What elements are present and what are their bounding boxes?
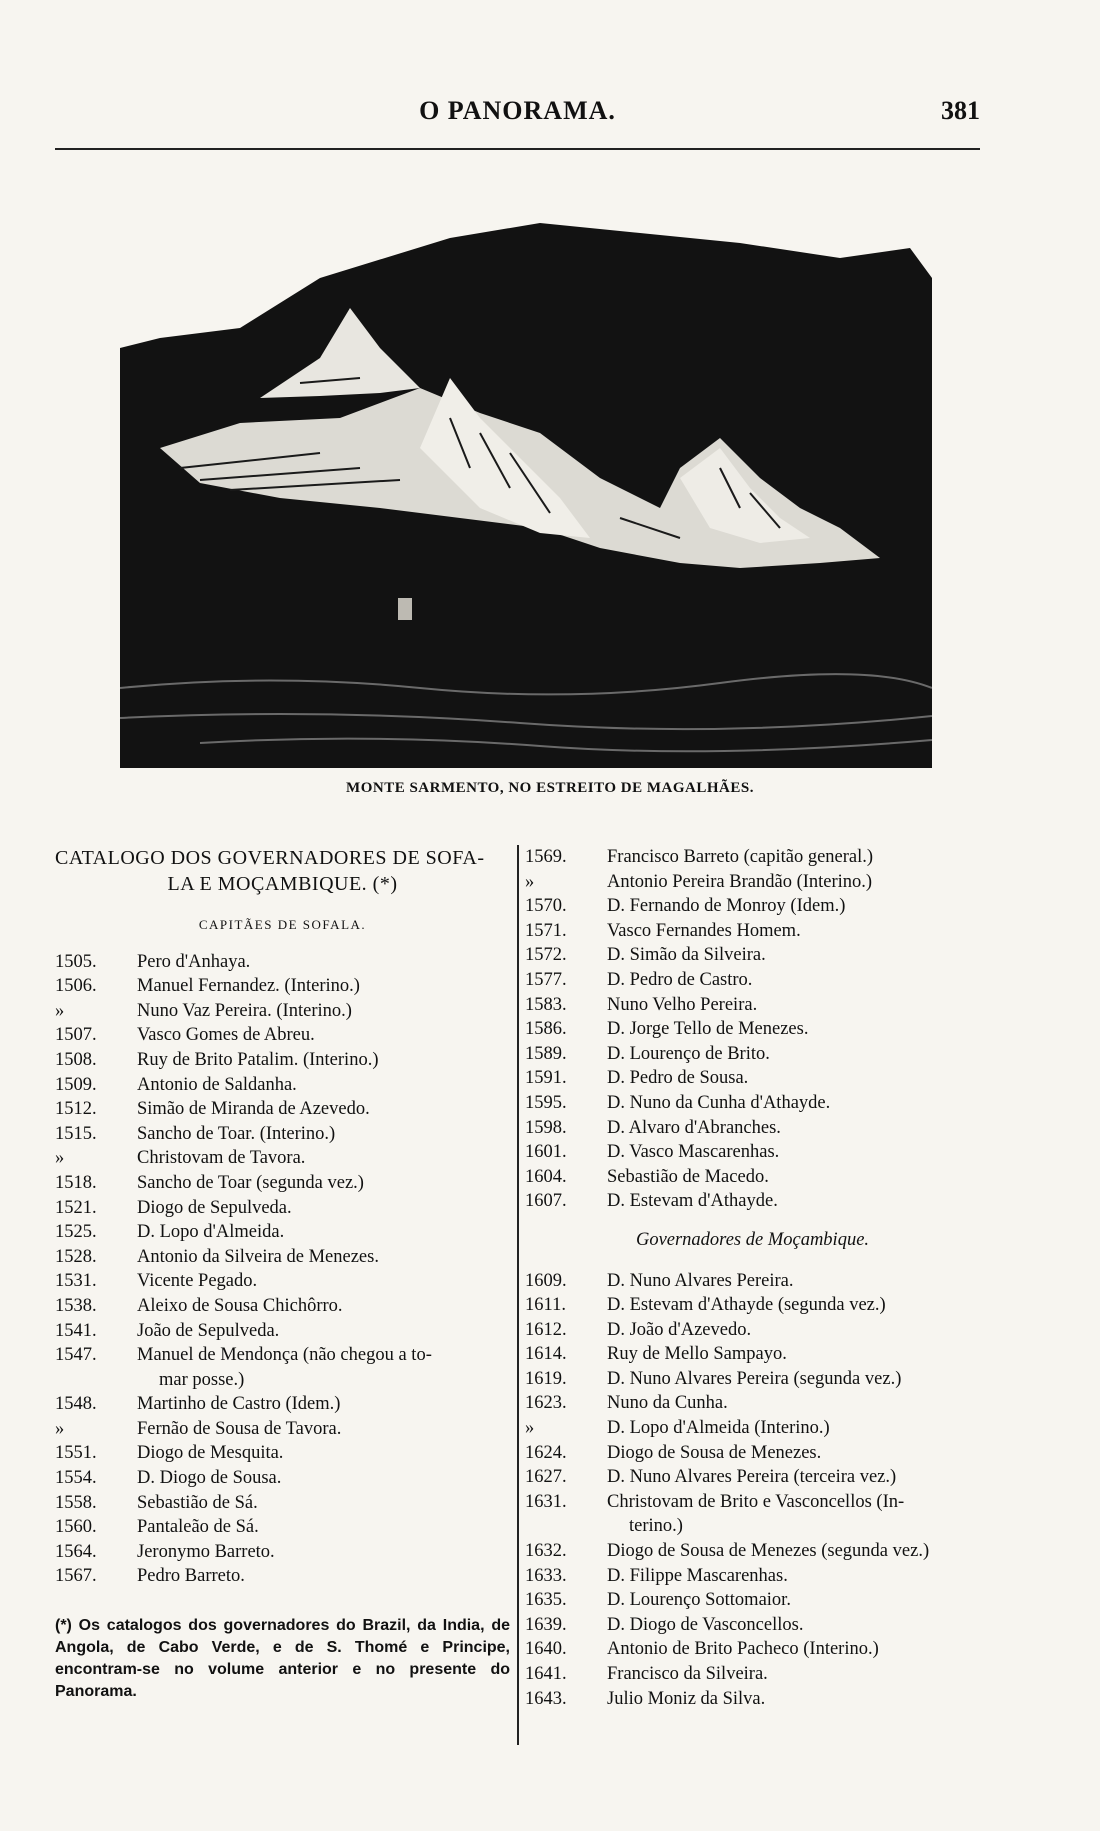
entry-name xyxy=(607,1588,980,1613)
entry-name xyxy=(137,1146,510,1171)
catalog-title-line2: LA E MOÇAMBIQUE. (*) xyxy=(167,873,398,895)
entry-name xyxy=(607,1116,980,1141)
entry-name-text: Manuel de Mendonça (não chegou a to- xyxy=(137,1345,432,1366)
list-item xyxy=(525,1441,980,1466)
entry-name-text: Diogo de Sousa de Menezes. xyxy=(607,1442,822,1463)
list-item xyxy=(55,1466,510,1491)
entry-year: 1558. xyxy=(55,1492,97,1513)
entry-name-text: D. Nuno Alvares Pereira (terceira vez.) xyxy=(607,1467,897,1488)
entry-name-text: Sancho de Toar. (Interino.) xyxy=(137,1123,336,1144)
entry-year: 1598. xyxy=(525,1117,567,1138)
entry-year: 1635. xyxy=(525,1590,567,1611)
entry-name-text: Diogo de Mesquita. xyxy=(137,1443,284,1464)
list-item xyxy=(525,1165,980,1190)
entry-year: 1607. xyxy=(525,1191,567,1212)
entry-year: 1551. xyxy=(55,1443,97,1464)
entry-name xyxy=(137,1294,510,1319)
entry-name xyxy=(137,974,510,999)
entry-year: 1572. xyxy=(525,945,567,966)
list-item xyxy=(55,1491,510,1516)
entry-name xyxy=(137,1466,510,1491)
catalog-title xyxy=(55,845,510,897)
list-item xyxy=(525,1189,980,1214)
entry-name xyxy=(607,1066,980,1091)
entry-name-text: D. Lourenço Sottomaior. xyxy=(607,1590,791,1611)
entry-name-text: D. Fernando de Monroy (Idem.) xyxy=(607,896,846,917)
list-item xyxy=(525,1687,980,1712)
entry-name xyxy=(607,870,980,895)
entry-year: 1525. xyxy=(55,1222,97,1243)
entry-year: 1623. xyxy=(525,1393,567,1414)
list-item xyxy=(55,1294,510,1319)
entry-name-text: Christovam de Tavora. xyxy=(137,1148,306,1169)
entry-name-text: D. Lopo d'Almeida. xyxy=(137,1222,285,1243)
section-subhead: Governadores de Moçambique. xyxy=(635,1229,870,1250)
entry-name-continuation: mar posse.) xyxy=(159,1369,245,1390)
entry-year: » xyxy=(525,1418,535,1439)
list-item xyxy=(55,1196,510,1221)
entry-name xyxy=(137,1392,510,1417)
entry-name-text: Antonio Pereira Brandão (Interino.) xyxy=(607,871,873,892)
entry-year: 1567. xyxy=(55,1566,97,1587)
list-item xyxy=(525,1293,980,1318)
entry-name xyxy=(607,993,980,1018)
entry-year: 1515. xyxy=(55,1123,97,1144)
entry-name-text: D. Alvaro d'Abranches. xyxy=(607,1117,781,1138)
list-item xyxy=(55,1048,510,1073)
entry-year: 1601. xyxy=(525,1142,567,1163)
entry-year: 1538. xyxy=(55,1295,97,1316)
list-item xyxy=(525,845,980,870)
entry-name-text: Diogo de Sousa de Menezes (segunda vez.) xyxy=(607,1541,930,1562)
list-item xyxy=(525,1662,980,1687)
list-item xyxy=(55,1417,510,1442)
entry-year: 1508. xyxy=(55,1049,97,1070)
entry-name-text: D. Diogo de Vasconcellos. xyxy=(607,1614,804,1635)
entry-name-text: Jeronymo Barreto. xyxy=(137,1541,275,1562)
entry-name xyxy=(137,1564,510,1589)
entry-name-continuation: terino.) xyxy=(629,1516,683,1537)
list-item xyxy=(55,1220,510,1245)
entry-year: 1571. xyxy=(525,920,567,941)
entry-name-text: Ruy de Brito Patalim. (Interino.) xyxy=(137,1049,379,1070)
entry-name-text: Sebastião de Sá. xyxy=(137,1492,258,1513)
entry-name xyxy=(607,1189,980,1214)
entry-year: » xyxy=(525,871,535,892)
list-item xyxy=(55,1441,510,1466)
entry-year: 1609. xyxy=(525,1270,567,1291)
entry-name-text: Antonio de Brito Pacheco (Interino.) xyxy=(607,1639,879,1660)
entry-year: 1554. xyxy=(55,1468,97,1489)
list-item xyxy=(525,1391,980,1416)
entry-year: 1507. xyxy=(55,1025,97,1046)
list-item xyxy=(55,950,510,975)
list-item xyxy=(55,974,510,999)
entry-name xyxy=(607,1539,980,1564)
list-item xyxy=(525,1416,980,1441)
entry-name-text: D. Lopo d'Almeida (Interino.) xyxy=(607,1418,830,1439)
entry-year: 1528. xyxy=(55,1246,97,1267)
list-item xyxy=(525,993,980,1018)
entry-name-text: Martinho de Castro (Idem.) xyxy=(137,1394,341,1415)
entry-name xyxy=(607,1465,980,1490)
list-item xyxy=(525,1042,980,1067)
list-item xyxy=(55,1171,510,1196)
entry-year: 1631. xyxy=(525,1491,567,1512)
entry-name-text: Francisco Barreto (capitão general.) xyxy=(607,847,874,867)
entry-name xyxy=(607,1342,980,1367)
entry-year: 1612. xyxy=(525,1319,567,1340)
entry-name-text: Pero d'Anhaya. xyxy=(137,951,251,972)
entry-name-text: D. Estevam d'Athayde (segunda vez.) xyxy=(607,1295,886,1316)
entry-name-text: Nuno Velho Pereira. xyxy=(607,994,758,1015)
entry-year: 1560. xyxy=(55,1517,97,1538)
entry-year: 1521. xyxy=(55,1197,97,1218)
footnote: (*) Os catalogos dos governadores do Brazil, da India, de Angola, de Cabo Verde, e de S. Thomé e Principe, encontram-se no volume anterior e no presente do Panorama. xyxy=(55,1617,510,1701)
list-item xyxy=(55,999,510,1024)
entry-name xyxy=(607,1687,980,1712)
list-item xyxy=(525,894,980,919)
entry-name xyxy=(607,1293,980,1318)
governor-list xyxy=(55,950,510,1589)
list-item xyxy=(525,1066,980,1091)
entry-name-text: D. Nuno Alvares Pereira. xyxy=(607,1270,794,1291)
entry-name xyxy=(137,999,510,1024)
entry-year: 1512. xyxy=(55,1099,97,1120)
list-item xyxy=(55,1540,510,1565)
entry-name xyxy=(137,1196,510,1221)
entry-name-text: D. Nuno Alvares Pereira (segunda vez.) xyxy=(607,1368,902,1389)
entry-year: 1595. xyxy=(525,1092,567,1113)
list-item xyxy=(55,1023,510,1048)
entry-year: 1570. xyxy=(525,896,567,917)
entry-name xyxy=(607,1318,980,1343)
entry-name-text: Sancho de Toar (segunda vez.) xyxy=(137,1172,364,1193)
entry-name xyxy=(607,1441,980,1466)
entry-year: 1505. xyxy=(55,951,97,972)
entry-name xyxy=(607,1017,980,1042)
entry-year: 1640. xyxy=(525,1639,567,1660)
entry-year: 1541. xyxy=(55,1320,97,1341)
list-item xyxy=(525,1091,980,1116)
entry-name xyxy=(607,1416,980,1441)
entry-name-text: Antonio de Saldanha. xyxy=(137,1074,297,1095)
entry-name xyxy=(137,1023,510,1048)
entry-name-text: D. Pedro de Sousa. xyxy=(607,1068,749,1089)
entry-name-text: D. Lourenço de Brito. xyxy=(607,1043,770,1064)
entry-name-text: Julio Moniz da Silva. xyxy=(607,1688,766,1709)
entry-name xyxy=(607,1269,980,1294)
list-item xyxy=(525,1613,980,1638)
entry-name-text: Nuno da Cunha. xyxy=(607,1393,728,1414)
list-item xyxy=(525,1318,980,1343)
entry-year: 1583. xyxy=(525,994,567,1015)
page-number: 381 xyxy=(941,96,980,125)
entry-name-text: Ruy de Mello Sampayo. xyxy=(607,1344,787,1365)
entry-name-text: Francisco da Silveira. xyxy=(607,1664,768,1684)
entry-year: 1506. xyxy=(55,976,97,997)
entry-year: 1643. xyxy=(525,1688,567,1709)
list-item xyxy=(55,1392,510,1417)
list-item xyxy=(525,1017,980,1042)
governor-list xyxy=(525,1269,980,1712)
entry-year: 1611. xyxy=(525,1295,566,1316)
entry-name-text: Manuel Fernandez. (Interino.) xyxy=(137,976,360,997)
entry-name-text: Vasco Gomes de Abreu. xyxy=(137,1025,315,1046)
entry-name-text: Vicente Pegado. xyxy=(137,1271,258,1292)
entry-year: 1518. xyxy=(55,1172,97,1193)
entry-name-text: Pedro Barreto. xyxy=(137,1566,245,1587)
list-item xyxy=(525,1269,980,1294)
entry-name-text: D. Jorge Tello de Menezes. xyxy=(607,1019,809,1040)
list-item xyxy=(55,1319,510,1344)
entry-name xyxy=(607,943,980,968)
list-item xyxy=(525,1367,980,1392)
entry-name xyxy=(607,1490,980,1539)
entry-name xyxy=(137,1097,510,1122)
column-divider xyxy=(517,845,519,1745)
entry-name-text: D. Diogo de Sousa. xyxy=(137,1468,282,1489)
entry-name xyxy=(607,1613,980,1638)
entry-year: 1509. xyxy=(55,1074,97,1095)
entry-name xyxy=(607,919,980,944)
list-item xyxy=(525,1116,980,1141)
entry-year: 1564. xyxy=(55,1541,97,1562)
entry-name xyxy=(607,1165,980,1190)
entry-year: 1531. xyxy=(55,1271,97,1292)
list-item xyxy=(55,1122,510,1147)
list-item xyxy=(55,1097,510,1122)
entry-year: 1632. xyxy=(525,1541,567,1562)
entry-year: 1614. xyxy=(525,1344,567,1365)
list-item xyxy=(525,1564,980,1589)
entry-year: 1586. xyxy=(525,1019,567,1040)
entry-name-text: D. Filippe Mascarenhas. xyxy=(607,1565,788,1586)
entry-year: 1639. xyxy=(525,1614,567,1635)
entry-name xyxy=(137,1515,510,1540)
list-item xyxy=(55,1269,510,1294)
section-subhead: CAPITÃES DE SOFALA. xyxy=(198,917,367,932)
entry-name xyxy=(137,1073,510,1098)
entry-name-text: D. Estevam d'Athayde. xyxy=(607,1191,778,1212)
entry-name xyxy=(137,1491,510,1516)
list-item xyxy=(55,1245,510,1270)
entry-name xyxy=(607,968,980,993)
entry-name-text: Aleixo de Sousa Chichôrro. xyxy=(137,1295,343,1316)
entry-name xyxy=(137,1417,510,1442)
entry-name xyxy=(607,845,980,870)
entry-name xyxy=(607,1140,980,1165)
entry-name-text: D. Simão da Silveira. xyxy=(607,945,766,966)
engraving-illustration xyxy=(120,218,932,768)
list-item xyxy=(525,870,980,895)
catalog-title-line1: CATALOGO DOS GOVERNADORES DE SOFA- xyxy=(55,847,485,869)
entry-name xyxy=(137,1441,510,1466)
entry-name-text: Pantaleão de Sá. xyxy=(137,1517,259,1538)
entry-year: 1591. xyxy=(525,1068,567,1089)
entry-name xyxy=(607,1662,980,1687)
list-item xyxy=(525,943,980,968)
list-item xyxy=(525,1588,980,1613)
list-item xyxy=(525,1342,980,1367)
entry-name xyxy=(137,1269,510,1294)
entry-name-text: Vasco Fernandes Homem. xyxy=(607,920,801,941)
left-column xyxy=(55,845,510,1703)
list-item xyxy=(525,919,980,944)
illustration-caption: MONTE SARMENTO, NO ESTREITO DE MAGALHÃES. xyxy=(346,780,754,796)
list-item xyxy=(55,1564,510,1589)
entry-name-text: Simão de Miranda de Azevedo. xyxy=(137,1099,370,1120)
entry-name xyxy=(607,1564,980,1589)
entry-year: 1633. xyxy=(525,1565,567,1586)
entry-year: 1627. xyxy=(525,1467,567,1488)
entry-year: 1624. xyxy=(525,1442,567,1463)
entry-name-text: Nuno Vaz Pereira. (Interino.) xyxy=(137,1000,352,1021)
entry-year: » xyxy=(55,1418,65,1439)
list-item xyxy=(525,1465,980,1490)
entry-name xyxy=(137,1319,510,1344)
list-item xyxy=(525,1490,980,1539)
entry-name xyxy=(137,1540,510,1565)
entry-name-text: Fernão de Sousa de Tavora. xyxy=(137,1418,342,1439)
entry-year: » xyxy=(55,1148,65,1169)
entry-name xyxy=(137,1171,510,1196)
entry-name-text: Christovam de Brito e Vasconcellos (In- xyxy=(607,1491,905,1512)
entry-name xyxy=(607,1091,980,1116)
list-item xyxy=(525,968,980,993)
entry-name xyxy=(137,1048,510,1073)
list-item xyxy=(55,1146,510,1171)
entry-name xyxy=(137,1343,510,1392)
entry-name xyxy=(607,1367,980,1392)
entry-name xyxy=(607,1042,980,1067)
entry-name xyxy=(607,894,980,919)
entry-year: » xyxy=(55,1000,65,1021)
list-item xyxy=(525,1637,980,1662)
entry-year: 1589. xyxy=(525,1043,567,1064)
entry-year: 1641. xyxy=(525,1664,567,1684)
journal-title: O PANORAMA. xyxy=(419,96,616,125)
header-rule xyxy=(55,148,980,150)
entry-name-text: João de Sepulveda. xyxy=(137,1320,280,1341)
page-header xyxy=(55,96,980,136)
list-item xyxy=(525,1140,980,1165)
entry-year: 1569. xyxy=(525,847,567,867)
entry-year: 1547. xyxy=(55,1345,97,1366)
right-column xyxy=(525,845,980,1711)
entry-name-text: D. Vasco Mascarenhas. xyxy=(607,1142,780,1163)
entry-name-text: D. João d'Azevedo. xyxy=(607,1319,752,1340)
list-item xyxy=(55,1343,510,1392)
governor-list xyxy=(525,845,980,1214)
entry-year: 1577. xyxy=(525,969,567,990)
entry-name xyxy=(137,1122,510,1147)
entry-name xyxy=(137,1245,510,1270)
entry-year: 1548. xyxy=(55,1394,97,1415)
entry-name xyxy=(137,1220,510,1245)
list-item xyxy=(55,1515,510,1540)
entry-name-text: D. Pedro de Castro. xyxy=(607,969,753,990)
entry-name xyxy=(607,1637,980,1662)
entry-year: 1619. xyxy=(525,1368,567,1389)
entry-name xyxy=(137,950,510,975)
entry-name-text: D. Nuno da Cunha d'Athayde. xyxy=(607,1092,831,1113)
entry-name-text: Diogo de Sepulveda. xyxy=(137,1197,292,1218)
list-item xyxy=(55,1073,510,1098)
entry-year: 1604. xyxy=(525,1166,567,1187)
entry-name xyxy=(607,1391,980,1416)
list-item xyxy=(525,1539,980,1564)
entry-name-text: Antonio da Silveira de Menezes. xyxy=(137,1246,379,1267)
entry-name-text: Sebastião de Macedo. xyxy=(607,1166,769,1187)
